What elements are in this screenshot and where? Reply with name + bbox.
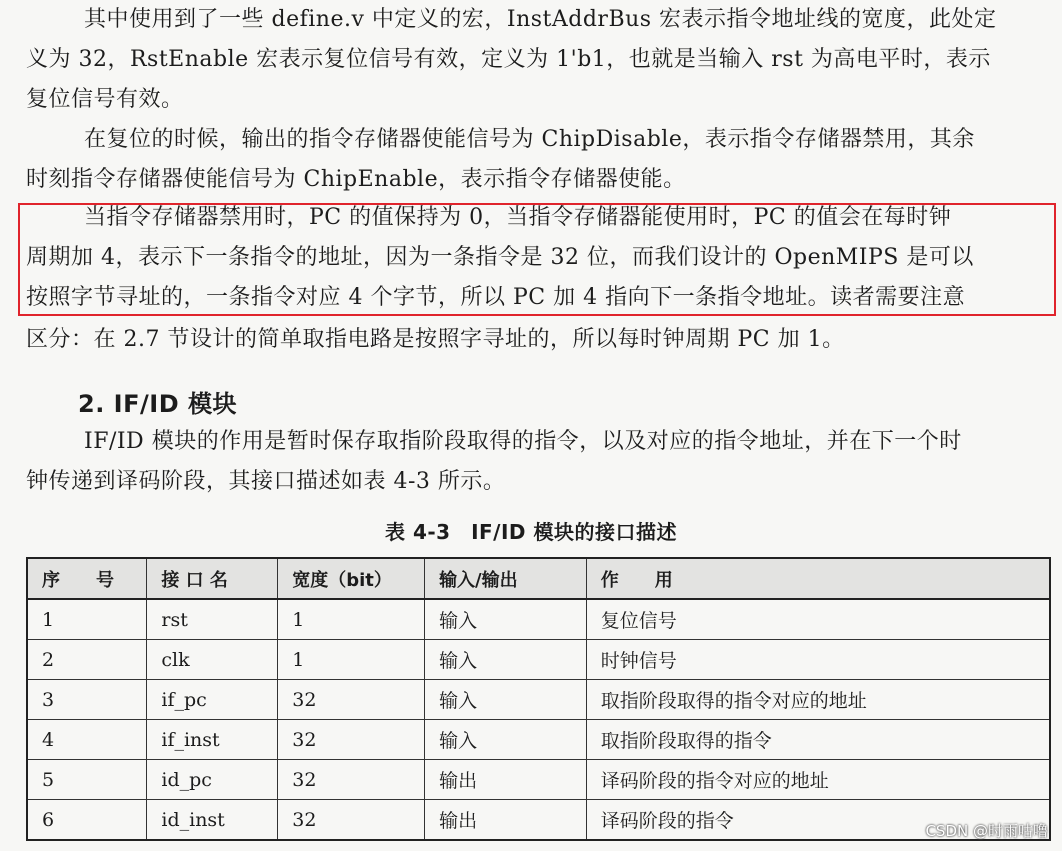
table-row	[27, 720, 1050, 760]
header-port-name: 接 口 名	[147, 558, 278, 599]
cell-port-name: clk	[147, 640, 278, 680]
cell-port-name: if_inst	[147, 720, 278, 760]
text-line: 复位信号有效。	[26, 87, 184, 112]
text-line: 周期加 4，表示下一条指令的地址，因为一条指令是 32 位，而我们设计的 OpenMIPS 是可以	[26, 245, 974, 270]
cell-purpose: 取指阶段取得的指令	[586, 720, 1050, 760]
cell-direction: 输入	[425, 680, 587, 720]
cell-index: 3	[27, 680, 147, 720]
table-row	[27, 599, 1050, 640]
cell-purpose: 时钟信号	[586, 640, 1050, 680]
table-row	[27, 800, 1050, 841]
text-line: 钟传递到译码阶段，其接口描述如表 4-3 所示。	[26, 469, 506, 494]
interface-table	[26, 557, 1051, 841]
paragraph-word-addressing-note	[26, 320, 1046, 360]
text-line: 时刻指令存储器使能信号为 ChipEnable，表示指令存储器使能。	[26, 167, 686, 192]
text-line: 其中使用到了一些 define.v 中定义的宏，InstAddrBus 宏表示指令地址线的宽度，此处定	[84, 7, 997, 32]
text-line: IF/ID 模块的作用是暂时保存取指阶段取得的指令，以及对应的指令地址，并在下一个时	[84, 429, 962, 454]
paragraph-macro-description	[26, 0, 1046, 120]
cell-purpose: 复位信号	[586, 599, 1050, 640]
header-purpose: 作 用	[586, 558, 1050, 599]
cell-width: 32	[278, 800, 425, 841]
paragraph-ifid-description	[26, 422, 1046, 502]
cell-port-name: rst	[147, 599, 278, 640]
table-row	[27, 760, 1050, 800]
cell-width: 32	[278, 760, 425, 800]
text-line: 义为 32，RstEnable 宏表示复位信号有效，定义为 1'b1，也就是当输入 rst 为高电平时，表示	[26, 47, 991, 72]
paragraph-pc-increment	[26, 198, 1046, 318]
paragraph-reset-description	[26, 120, 1046, 200]
cell-index: 5	[27, 760, 147, 800]
table-row	[27, 640, 1050, 680]
cell-index: 6	[27, 800, 147, 841]
cell-direction: 输出	[425, 760, 587, 800]
cell-port-name: if_pc	[147, 680, 278, 720]
cell-direction: 输入	[425, 720, 587, 760]
table-header-row	[27, 558, 1050, 599]
header-direction: 输入/输出	[425, 558, 587, 599]
cell-port-name: id_inst	[147, 800, 278, 841]
csdn-watermark: CSDN @时雨咕噜	[925, 822, 1048, 840]
header-index: 序 号	[27, 558, 147, 599]
text-line: 在复位的时候，输出的指令存储器使能信号为 ChipDisable，表示指令存储器禁用，其余	[84, 127, 975, 152]
cell-index: 1	[27, 599, 147, 640]
text-line: 当指令存储器禁用时，PC 的值保持为 0，当指令存储器能使用时，PC 的值会在每时钟	[84, 205, 952, 230]
cell-width: 1	[278, 640, 425, 680]
section-title: 2. IF/ID 模块	[78, 390, 237, 418]
cell-index: 2	[27, 640, 147, 680]
cell-purpose: 取指阶段取得的指令对应的地址	[586, 680, 1050, 720]
text-line: 按照字节寻址的，一条指令对应 4 个字节，所以 PC 加 4 指向下一条指令地址。读者需要注意	[26, 285, 966, 310]
cell-port-name: id_pc	[147, 760, 278, 800]
cell-direction: 输出	[425, 800, 587, 841]
cell-width: 32	[278, 720, 425, 760]
cell-index: 4	[27, 720, 147, 760]
cell-direction: 输入	[425, 599, 587, 640]
table-caption: 表 4-3 IF/ID 模块的接口描述	[384, 520, 677, 544]
header-width: 宽度（bit）	[278, 558, 425, 599]
table-row	[27, 680, 1050, 720]
cell-purpose: 译码阶段的指令	[586, 800, 1050, 841]
cell-width: 1	[278, 599, 425, 640]
text-line: 区分：在 2.7 节设计的简单取指电路是按照字寻址的，所以每时钟周期 PC 加 1。	[26, 327, 845, 352]
cell-direction: 输入	[425, 640, 587, 680]
cell-purpose: 译码阶段的指令对应的地址	[586, 760, 1050, 800]
cell-width: 32	[278, 680, 425, 720]
